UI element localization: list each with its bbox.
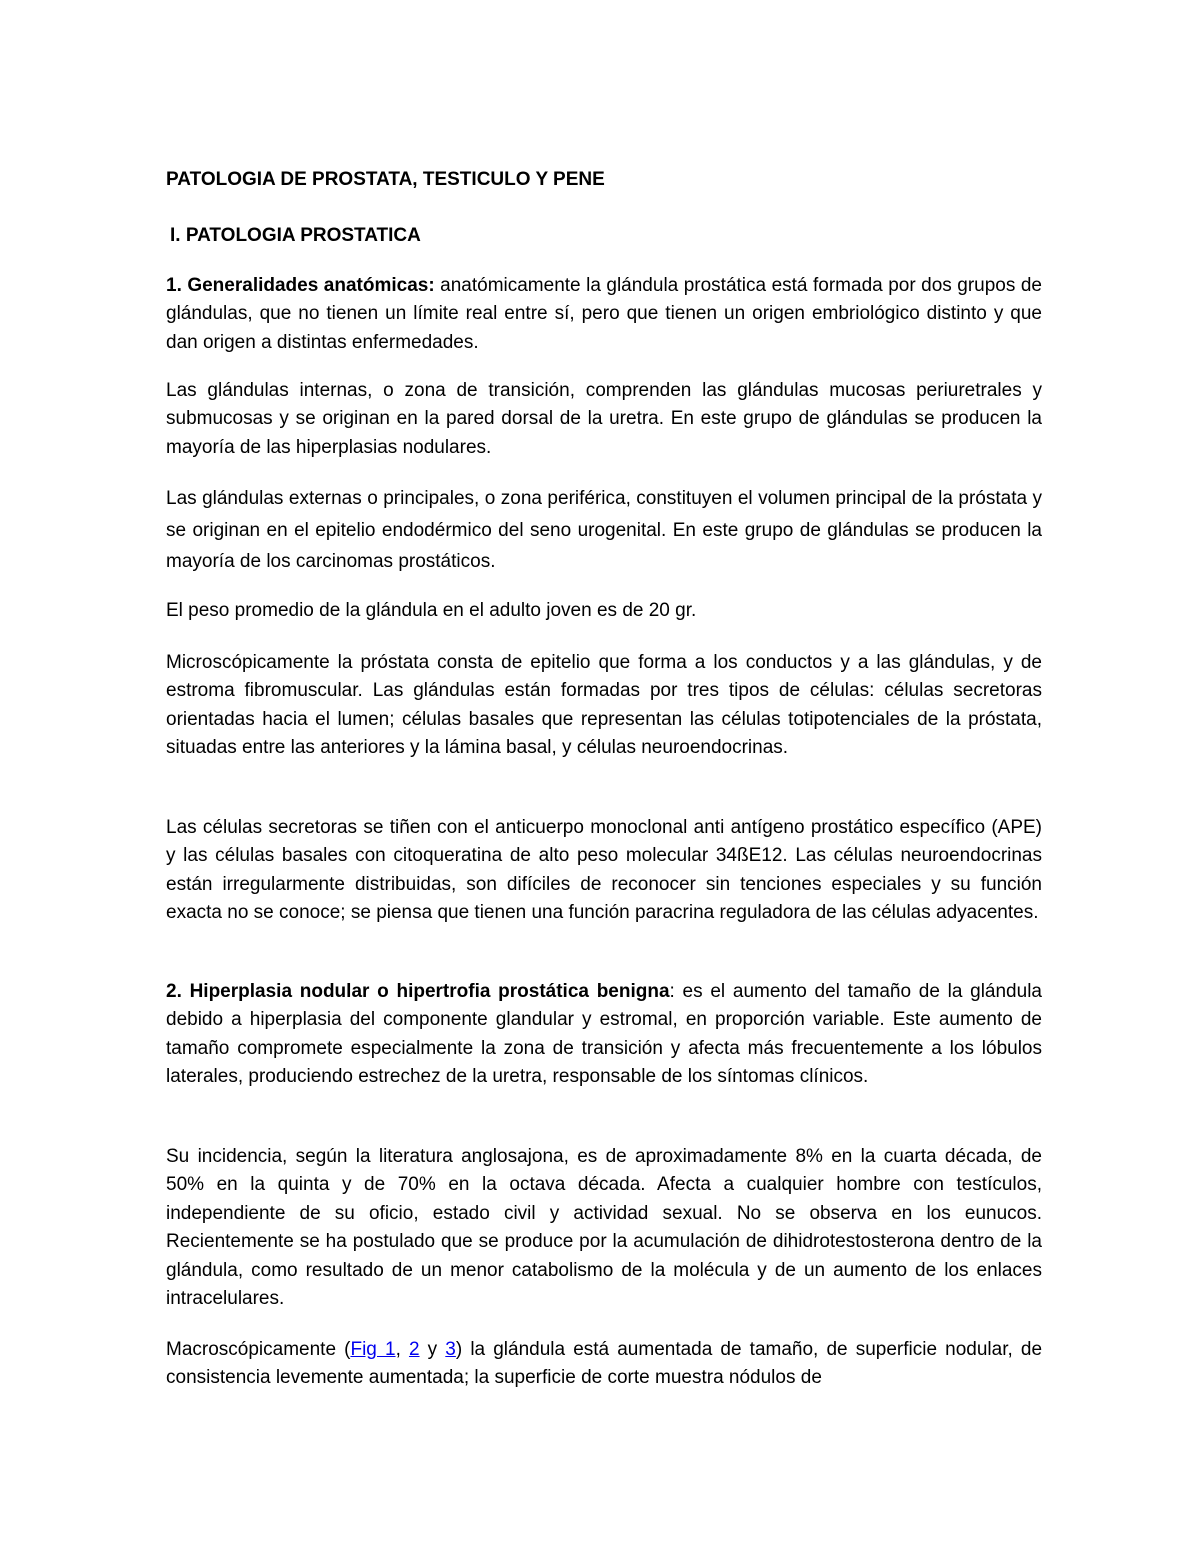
paragraph-incidence: Su incidencia, según la literatura anglosajona, es de aproximadamente 8% en la cuarta década, de 50% en la quinta y de 70% en la octava década. Afecta a cualquier hombre con testículos, independiente de su oficio, estado civil y actividad sexual. No se observa en los eunucos. Recientemente se ha postulado que se produce por la acumulación de dihidrotestosterona dentro de la glándula, como resultado de un menor catabolismo de la molécula y de un aumento de los enlaces intracelulares. [166,1146,1042,1310]
figure-link-3[interactable]: 3 [445,1339,456,1360]
paragraph-text: anatómicamente la glándula prostática está formada por dos grupos de glándulas, que no tienen un límite real entre sí, pero que tienen un origen embriológico distinto y que dan origen a distintas enfermedades. [166,275,1042,353]
document-title: PATOLOGIA DE PROSTATA, TESTICULO Y PENE [166,169,605,190]
paragraph-hyperplasia [166,978,1042,1092]
paragraph-external-glands: Las glándulas externas o principales, o zona periférica, constituyen el volumen principal de la próstata y se originan en el epitelio endodérmico del seno urogenital. En este grupo de glándulas se producen la mayoría de los carcinomas prostáticos. [166,488,1042,572]
paragraph-internal-glands: Las glándulas internas, o zona de transición, comprenden las glándulas mucosas periuretrales y submucosas y se originan en la pared dorsal de la uretra. En este grupo de glándulas se producen la mayoría de las hiperplasias nodulares. [166,380,1042,458]
figure-link-1[interactable]: Fig 1 [350,1339,396,1360]
paragraph-macroscopy [166,1336,1042,1393]
paragraph-microscopy: Microscópicamente la próstata consta de epitelio que forma a los conductos y a las glándulas, y de estroma fibromuscular. Las glándulas están formadas por tres tipos de células: células secretoras orientadas hacia el lumen; células basales que representan las células totipotenciales de la próstata, situadas entre las anteriores y la lámina basal, y células neuroendocrinas. [166,652,1042,759]
paragraph-text: Macroscópicamente ( [166,1339,351,1360]
paragraph-heading-anatomy: 1. Generalidades anatómicas: [166,275,435,296]
paragraph-cells: Las células secretoras se tiñen con el anticuerpo monoclonal anti antígeno prostático específico (APE) y las células basales con citoqueratina de alto peso molecular 34ßE12. Las células neuroendocrinas están irregularmente distribuidas, son difíciles de reconocer sin tenciones especiales y su función exacta no se conoce; se piensa que tienen una función paracrina reguladora de las células adyacentes. [166,817,1042,924]
paragraph-text: ) la glándula está aumentada de tamaño, de superficie nodular, de consistencia levemente aumentada; la superficie de corte muestra nódulos de [166,1339,1043,1389]
paragraph-text: : es el aumento del tamaño de la glándula debido a hiperplasia del componente glandular y estromal, en proporción variable. Este aumento de tamaño compromete especialmente la zona de transición y afecta más frecuentemente a los lóbulos laterales, produciendo estrechez de la uretra, responsable de los síntomas clínicos. [166,981,1042,1088]
paragraph-heading-hyperplasia: 2. Hiperplasia nodular o hipertrofia prostática benigna [166,981,670,1002]
section-heading: I. PATOLOGIA PROSTATICA [170,225,421,246]
separator-text: , [395,1339,409,1360]
separator-text: y [419,1339,446,1360]
figure-link-2[interactable]: 2 [408,1339,420,1360]
paragraph-weight: El peso promedio de la glándula en el adulto joven es de 20 gr. [166,600,697,621]
paragraph-anatomy [166,272,1042,357]
